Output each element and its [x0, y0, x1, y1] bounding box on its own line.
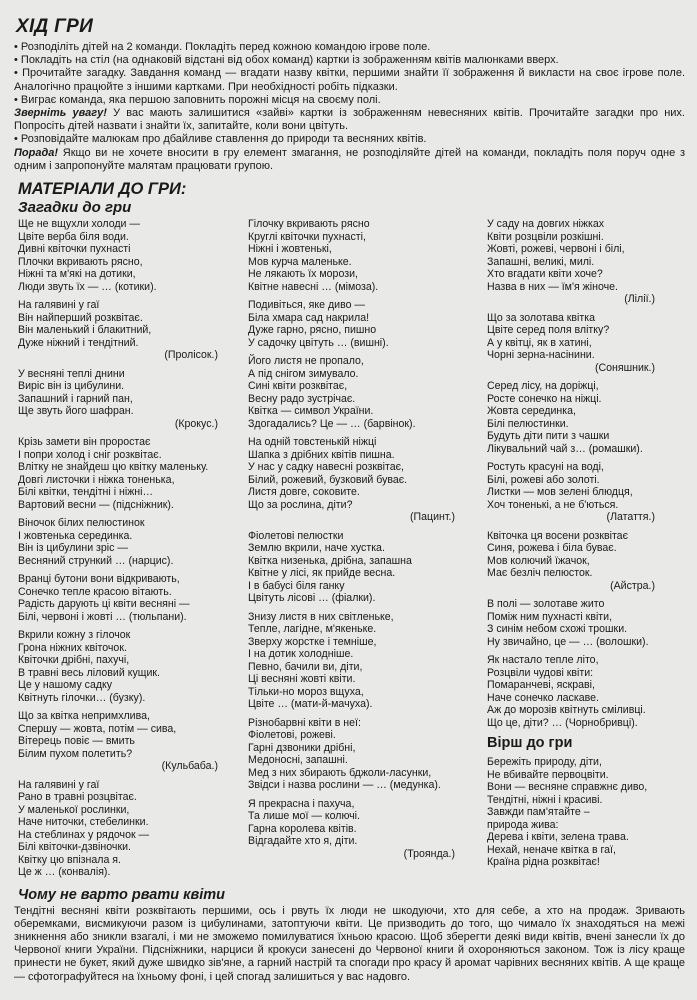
riddle-answer: (Крокус.): [174, 417, 218, 430]
riddle-line: Білі пелюстинки.: [487, 417, 569, 430]
riddle-line: Квіточка ця восени розквітає: [487, 529, 628, 542]
riddle-line: Будуть діти пити з чашки: [487, 430, 610, 443]
riddle-line: Запашний і гарний пан,: [18, 392, 133, 405]
riddle-line: Хоч тоненькі, а не б'ються.: [487, 498, 619, 511]
riddle-line: Плочки вкривають рясно,: [18, 255, 143, 268]
riddle-line: Жовта серединка,: [487, 405, 576, 418]
riddle-line: Що за рослина, діти?: [248, 498, 353, 511]
riddle-line: Ну звичайно, це — … (волошки).: [487, 635, 649, 648]
riddle-line: Ніжні і жовтенькі,: [248, 243, 332, 256]
riddle: [18, 218, 248, 293]
riddle: [248, 611, 485, 711]
riddle-line: Різнобарвні квіти в неї:: [248, 716, 361, 729]
riddle-answer: (Кульбаба.): [161, 760, 218, 773]
poem-line: Тендітні, ніжні і красиві.: [487, 793, 603, 806]
riddle-answer: (Троянда.): [403, 847, 455, 860]
riddle-line: Весну радо зустрічає.: [248, 392, 356, 405]
riddle: [248, 355, 485, 430]
riddle-line: Здогадались? Це — … (барвінок).: [248, 417, 416, 430]
riddle-line: Синя, рожева і біла буває.: [487, 542, 617, 555]
poem-heading: Вірш до гри: [487, 735, 573, 752]
riddle-line: Дивні квіточки пухнасті: [18, 243, 131, 256]
riddle-line: У весняні теплі днини: [18, 367, 125, 380]
riddle-answer: (Латаття.): [606, 511, 655, 524]
riddle-line: Мов колючий їжачок,: [487, 554, 590, 567]
riddle-line: У садочку цвітуть … (вишні).: [248, 336, 389, 349]
riddle: [248, 436, 485, 524]
riddle-line: Радість дарують ці квіти весняні —: [18, 598, 190, 611]
riddle-line: Білий, рожевий, бузковий буває.: [248, 473, 408, 486]
riddle-line: Біла хмара сад накрила!: [248, 311, 370, 324]
riddle-line: З синім небом схожі трошки.: [487, 623, 628, 636]
riddle-line: Медоносні, запашні.: [248, 754, 348, 767]
riddle-line: Зверху жорстке і темніше,: [248, 635, 377, 648]
riddle-line: Люди звуть їх — … (котики).: [18, 280, 157, 293]
riddle-line: Ростуть красуні на воді,: [487, 461, 604, 474]
riddle-line: Запашні, великі, милі.: [487, 255, 595, 268]
riddle-line: Квітку цю впізнала я.: [18, 853, 121, 866]
riddle-line: Назва в них — їм'я жіноче.: [487, 280, 618, 293]
riddle-line: Мед з них збирають бджоли-ласунки,: [248, 766, 432, 779]
poem: [487, 756, 685, 869]
riddle-line: Жовті, рожеві, червоні і білі,: [487, 243, 625, 256]
why-heading: Чому не варто рвати квіти: [18, 886, 226, 903]
riddle-line: Листки — мов зелені блюдця,: [487, 486, 633, 499]
instruction-item: [14, 67, 685, 93]
riddle-line: Квіти розцвіли розкішні.: [487, 230, 604, 243]
riddle-line: Квітне у лісі, як прийде весна.: [248, 567, 396, 580]
riddle-column-2: [248, 218, 485, 885]
instruction-text: • Розподіліть дітей на 2 команди. Покладіть перед кожною командою ігрове поле.: [14, 41, 431, 53]
riddle-line: У нас у садку навесні розквітає,: [248, 461, 404, 474]
riddle: [487, 218, 685, 306]
riddle-line: Певно, бачили ви, діти,: [248, 660, 363, 673]
instruction-text: Якщо ви не хочете вносити в гру елемент змагання, не розподіляйте дітей на команди, покладіть поля поруч одне з одним і запропонуйте малятам працювати групою.: [14, 146, 685, 172]
riddle: [18, 573, 248, 623]
riddle: [248, 798, 485, 861]
riddle-line: Подивіться, яке диво —: [248, 299, 366, 312]
instruction-item: [14, 133, 685, 146]
instruction-text: • Розповідайте малюкам про дбайливе ставлення до природи та весняних квітів.: [14, 133, 427, 146]
riddle-columns: [14, 218, 685, 885]
riddle: [248, 530, 485, 605]
materials-heading: МАТЕРІАЛИ ДО ГРИ:: [18, 180, 187, 199]
instruction-emphasis: Порада!: [14, 146, 59, 159]
riddle: [248, 299, 485, 349]
riddle-line: Не лякають їх морози,: [248, 268, 358, 281]
page-title: ХІД ГРИ: [16, 16, 94, 37]
riddle: [18, 710, 248, 773]
riddle-line: Аж до морозів квітнуть сміливці.: [487, 704, 646, 717]
riddle-line: Помаранчеві, яскраві,: [487, 679, 595, 692]
riddle-line: Ніжні та м'які на дотики,: [18, 268, 136, 281]
riddle-line: На галявині у гаї: [18, 299, 100, 312]
riddle: [487, 380, 685, 455]
riddle-line: Він маленький і блакитний,: [18, 324, 152, 337]
riddle: [487, 530, 685, 593]
poem-line: Бережіть природу, діти,: [487, 756, 602, 769]
game-instructions: [14, 41, 685, 173]
riddle-line: І в бабусі біля ганку: [248, 579, 345, 592]
riddle-line: І на дотик холодніше.: [248, 648, 354, 661]
riddle-line: Відгадайте хто я, діти.: [248, 835, 358, 848]
riddle-line: А під снігом зимувало.: [248, 367, 359, 380]
why-section: [14, 905, 685, 984]
riddle-answer: (Лілії.): [624, 293, 655, 306]
riddle-line: Ці весняні жовті квіти.: [248, 673, 356, 686]
riddle: [18, 299, 248, 362]
why-paragraph: Тендітні весняні квіти розквітають першими, ось і рвуть їх люди не шкодуючи, хто для себе, а хто на продаж. Зривають оберемками, висмикуючи разом із цибулинами, затоптуючи квіти. Це призводить до того, що чимало їх знаходяться на межі зникнення або зникли взагалі, і ми не зможемо помилуватися їхньою красою. Щоб зберегти деякі види квітів, вчені занесли їх до Червоної книги України. Підсніжники, нарциси й крокуси занесені до Червоної книги й охороняються законом. Тож із лісу краще принести не букет, який дуже швидко зів'яне, а гарний настрій та спогади про красу й аромат чарівних весняних квітів. А ще краще — сфотографуйтеся на їхньому фоні, і цей спогад залишиться у вас надовго.: [14, 904, 685, 983]
poem-line: Нехай, неначе квітка в гаї,: [487, 843, 616, 856]
riddle-line: Це ж … (конвалія).: [18, 866, 111, 879]
riddle: [18, 368, 248, 431]
instruction-emphasis: Зверніть увагу!: [14, 107, 107, 120]
riddle-line: Білим пухом полетить?: [18, 747, 133, 760]
riddle-line: Тільки-но мороз вщуха,: [248, 685, 364, 698]
riddle-line: Росте сонечко на ніжці.: [487, 392, 602, 405]
riddle-line: Наче сонечко ласкаве.: [487, 691, 599, 704]
riddle-line: Квітка низенька, дрібна, запашна: [248, 554, 412, 567]
riddle-line: Звідси і назва рослини — … (медунка).: [248, 779, 441, 792]
instruction-item: [14, 94, 685, 107]
riddle-line: Фіолетові, рожеві.: [248, 729, 336, 742]
riddle-line: Цвіте серед поля влітку?: [487, 324, 610, 337]
instruction-text: • Покладіть на стіл (на однаковій відстані від обох команд) картки із зображенням квітів малюнками вверх.: [14, 54, 559, 67]
riddle-line: Квітнуть гілочки… (бузку).: [18, 691, 146, 704]
riddle-line: Білі, рожеві або золоті.: [487, 473, 600, 486]
riddle-line: Вкрили кожну з гілочок: [18, 629, 131, 642]
riddle-line: Влітку не знайдеш цю квітку маленьку.: [18, 461, 209, 474]
riddle-line: Спершу — жовта, потім — сива,: [18, 722, 177, 735]
riddle-line: Вітерець повіє — вмить: [18, 735, 135, 748]
riddle: [487, 598, 685, 648]
riddle-line: Квіточки дрібні, пахучі,: [18, 654, 130, 667]
poem-line: Країна рідна розквітає!: [487, 856, 600, 869]
riddle-line: В травні весь ліловий кущик.: [18, 666, 160, 679]
riddle-line: На одній товстенькій ніжці: [248, 436, 377, 449]
riddle-line: Виріс він із цибулини.: [18, 380, 125, 393]
riddle-line: Білі квіточки-дзвіночки.: [18, 841, 131, 854]
riddle-answer: (Пацинт.): [409, 511, 455, 524]
riddle: [248, 717, 485, 792]
riddle-line: Довгі листочки і ніжка тоненька,: [18, 473, 175, 486]
riddle: [248, 218, 485, 293]
riddle-answer: (Айстра.): [610, 579, 655, 592]
instruction-text: • Прочитайте загадку. Завдання команд — вгадати назву квітки, першими знайти її зображення й викласти на своє ігрове поле. Аналогічно працюйте з іншими картками. При необхідності робіть підказки.: [14, 67, 685, 93]
riddle-line: Квітка — символ України.: [248, 405, 374, 418]
riddle-line: Він найперший розквітає.: [18, 311, 143, 324]
riddle-column-3: [485, 218, 685, 885]
riddle-line: Цвіте … (мати-й-мачуха).: [248, 698, 373, 711]
riddle-line: Поміж ним пухнасті квіти,: [487, 610, 613, 623]
riddle-line: Вранці бутони вони відкривають,: [18, 573, 180, 586]
riddle-line: Цвіте верба біля води.: [18, 230, 129, 243]
riddle: [18, 517, 248, 567]
riddle-line: Віночок білих пелюстинок: [18, 517, 145, 530]
riddle-line: Грона ніжних квіточок.: [18, 641, 127, 654]
riddle-column-3-list: [487, 218, 685, 729]
riddle-line: Наче ниточки, стебелинки.: [18, 816, 149, 829]
riddle-line: Гарна королева квітів.: [248, 822, 357, 835]
riddle-line: Гарні дзвоники дрібні,: [248, 741, 356, 754]
instruction-item: [14, 54, 685, 67]
riddle-line: Дуже гарно, рясно, пишно: [248, 324, 377, 337]
riddles-heading: Загадки до гри: [18, 199, 132, 217]
instruction-text: У вас мають залишитися «зайві» картки із зображенням невесняних квітів. Прочитайте загадки про них. Попросіть дітей назвати і знайти їх, запитайте, коли вони цвітуть.: [14, 107, 685, 133]
riddle-line: Листя довге, соковите.: [248, 486, 360, 499]
riddle-line: Сонечко тепле красою вітають.: [18, 585, 172, 598]
riddle-line: Чорні зерна-насінини.: [487, 349, 595, 362]
riddle-line: Дуже ніжний і тендітний.: [18, 336, 139, 349]
instruction-text: • Виграє команда, яка першою заповнить порожні місця на своєму полі.: [14, 93, 381, 106]
riddle-line: Розцвіли чудові квіти:: [487, 666, 594, 679]
riddle-line: Що за золотава квітка: [487, 311, 596, 324]
riddle-line: І жовтенька серединка.: [18, 529, 133, 542]
riddle-line: Та лише мої — колючі.: [248, 810, 360, 823]
poem-line: Вони — весняне справжнє диво,: [487, 781, 648, 794]
riddle-line: Я прекрасна і пахуча,: [248, 797, 355, 810]
riddle-line: Фіолетові пелюстки: [248, 529, 344, 542]
instruction-item: [14, 107, 685, 133]
riddle-line: Шапка з дрібних квітів пишна.: [248, 448, 395, 461]
riddle-line: Його листя не пропало,: [248, 355, 364, 368]
riddle-line: Весняний стрункий … (нарцис).: [18, 554, 174, 567]
riddle: [18, 436, 248, 511]
riddle-line: Що за квітка непримхлива,: [18, 710, 150, 723]
riddle-line: Тепле, лагідне, м'якеньке.: [248, 623, 377, 636]
poem-line: природа жива:: [487, 818, 559, 831]
riddle-line: Хто вгадати квіти хоче?: [487, 268, 603, 281]
riddle-line: На галявині у гаї: [18, 778, 100, 791]
riddle-line: Знизу листя в них світленьке,: [248, 610, 394, 623]
riddle-line: Білі квітки, тендітні і ніжні…: [18, 486, 154, 499]
riddle-line: Як настало тепле літо,: [487, 654, 599, 667]
riddle-line: Крізь замети він проростає: [18, 436, 151, 449]
riddle-line: В полі — золотаве жито: [487, 598, 605, 611]
riddle-line: Землю вкрили, наче хустка.: [248, 542, 385, 555]
riddle-line: Гілочку вкривають рясно: [248, 218, 370, 231]
riddle: [18, 629, 248, 704]
instruction-item: [14, 41, 685, 54]
poem-line: Дерева і квіти, зелена трава.: [487, 831, 629, 844]
riddle-line: Лікувальний чай з… (ромашки).: [487, 442, 643, 455]
riddle-answer: (Соняшник.): [594, 361, 655, 374]
riddle-line: Ще звуть його шафран.: [18, 405, 134, 418]
riddle: [487, 654, 685, 729]
riddle-answer: (Пролісок.): [164, 349, 218, 362]
riddle-line: У маленької рослинки,: [18, 803, 130, 816]
riddle-line: Серед лісу, на доріжці,: [487, 380, 599, 393]
riddle-line: Цвітуть лісові … (фіалки).: [248, 592, 376, 605]
riddle-line: На стеблинах у рядочок —: [18, 828, 150, 841]
riddle-line: Це у нашому садку: [18, 679, 113, 692]
poem-line: Завжди пам'ятайте –: [487, 806, 590, 819]
riddle: [18, 779, 248, 879]
riddle-line: Сині квіти розквітає,: [248, 380, 348, 393]
riddle-column-1: [14, 218, 248, 885]
instruction-item: [14, 147, 685, 173]
riddle-line: Що це, діти? … (Чорнобривці).: [487, 716, 638, 729]
riddle-line: Мов курча маленьке.: [248, 255, 352, 268]
riddle-line: Рано в травні розцвітає.: [18, 791, 137, 804]
riddle: [487, 312, 685, 375]
riddle-line: А у квітці, як в хатині,: [487, 336, 592, 349]
riddle: [487, 461, 685, 524]
riddle-line: Квітне навесні … (мімоза).: [248, 280, 379, 293]
riddle-line: Ще не вщухли холоди —: [18, 218, 140, 231]
riddle-line: Білі, червоні і жовті … (тюльпани).: [18, 610, 187, 623]
riddle-line: У саду на довгих ніжках: [487, 218, 605, 231]
riddle-line: Має безліч пелюсток.: [487, 567, 593, 580]
riddle-line: І попри холод і сніг розквітає.: [18, 448, 162, 461]
riddle-line: Круглі квіточки пухнасті,: [248, 230, 366, 243]
riddle-line: Вартовий весни — (підсніжник).: [18, 498, 174, 511]
riddle-line: Він із цибулини зріс —: [18, 542, 128, 555]
poem-line: Не вбивайте первоцвіти.: [487, 768, 609, 781]
